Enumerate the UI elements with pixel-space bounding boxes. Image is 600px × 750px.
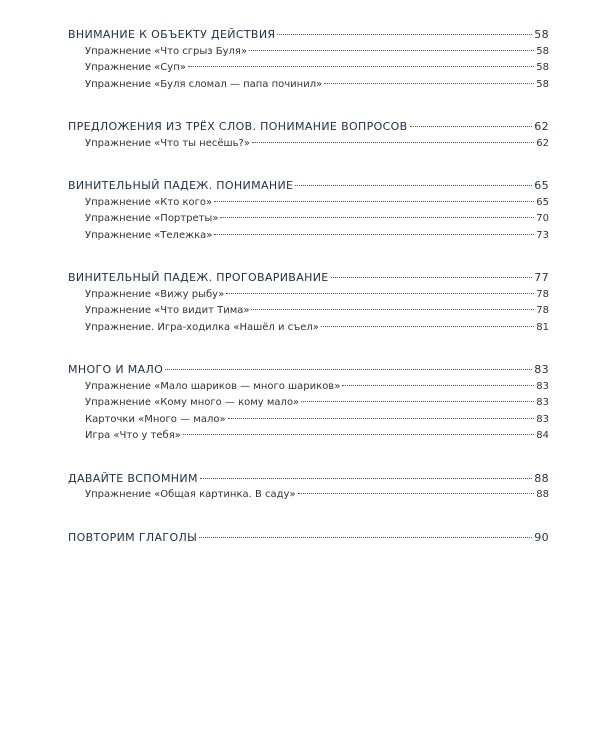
toc-item[interactable] xyxy=(68,287,549,304)
section-heading[interactable] xyxy=(68,27,549,44)
item-title: Упражнение «Суп» xyxy=(85,62,186,73)
section-heading[interactable] xyxy=(68,270,549,287)
page-number: 84 xyxy=(536,430,549,441)
item-title: Упражнение «Вижу рыбу» xyxy=(85,288,225,300)
table-of-contents xyxy=(68,27,549,572)
dot-leader xyxy=(228,418,535,419)
page-number: 78 xyxy=(536,288,549,300)
section-heading[interactable] xyxy=(68,119,549,136)
section-title: ПОВТОРИМ ГЛАГОЛЫ xyxy=(68,530,198,544)
toc-item[interactable] xyxy=(68,195,549,212)
dot-leader xyxy=(301,401,534,402)
toc-item[interactable] xyxy=(68,228,549,245)
dot-leader xyxy=(183,434,534,435)
section-title: ВНИМАНИЕ К ОБЪЕКТУ ДЕЙСТВИЯ xyxy=(68,28,276,41)
dot-leader xyxy=(220,217,534,218)
toc-item[interactable] xyxy=(68,395,549,412)
page-number: 88 xyxy=(536,489,549,500)
dot-leader xyxy=(188,66,534,67)
section-heading[interactable] xyxy=(68,178,549,195)
item-title: Упражнение «Буля сломал — папа починил» xyxy=(85,78,323,90)
item-title: Игра «Что у тебя» xyxy=(85,430,181,441)
page-number: 58 xyxy=(536,45,549,57)
page-number: 88 xyxy=(534,471,549,485)
section-heading[interactable] xyxy=(68,530,549,547)
toc-section xyxy=(68,119,549,152)
page-number: 81 xyxy=(536,321,549,333)
item-title: Упражнение «Мало шариков — много шариков» xyxy=(85,380,341,392)
toc-item[interactable] xyxy=(68,487,549,504)
toc-section xyxy=(68,178,549,244)
toc-section xyxy=(68,530,549,547)
toc-section xyxy=(68,471,549,504)
page-number: 78 xyxy=(536,305,549,316)
page-number: 83 xyxy=(536,380,549,392)
toc-item[interactable] xyxy=(68,60,549,77)
dot-leader xyxy=(331,277,533,278)
dot-leader xyxy=(295,185,532,186)
page-number: 58 xyxy=(536,78,549,90)
dot-leader xyxy=(249,50,534,51)
section-title: ВИНИТЕЛЬНЫЙ ПАДЕЖ. ПРОГОВАРИВАНИЕ xyxy=(68,271,329,284)
toc-section xyxy=(68,270,549,336)
toc-item[interactable] xyxy=(68,136,549,153)
page-number: 77 xyxy=(534,271,549,284)
dot-leader xyxy=(277,34,532,35)
section-title: ДАВАЙТЕ ВСПОМНИМ xyxy=(68,471,198,485)
toc-item[interactable] xyxy=(68,379,549,396)
section-title: МНОГО И МАЛО xyxy=(68,363,164,376)
toc-section xyxy=(68,362,549,445)
dot-leader xyxy=(165,369,532,370)
item-title: Упражнение «Тележка» xyxy=(85,229,213,241)
toc-item[interactable] xyxy=(68,412,549,429)
page-number: 65 xyxy=(534,179,549,192)
page-number: 65 xyxy=(536,196,549,208)
page-number: 58 xyxy=(534,28,549,41)
page-number: 90 xyxy=(534,530,549,544)
toc-item[interactable] xyxy=(68,320,549,337)
page-number: 62 xyxy=(536,137,549,149)
page-number: 73 xyxy=(536,229,549,241)
item-title: Упражнение «Кому много — кому мало» xyxy=(85,397,300,408)
item-title: Упражнение «Что ты несёшь?» xyxy=(85,137,250,149)
dot-leader xyxy=(410,126,533,127)
dot-leader xyxy=(226,293,534,294)
page-number: 83 xyxy=(534,363,549,376)
toc-item[interactable] xyxy=(68,428,549,445)
dot-leader xyxy=(214,234,534,235)
dot-leader xyxy=(214,201,534,202)
item-title: Упражнение. Игра-ходилка «Нашёл и съел» xyxy=(85,321,319,333)
dot-leader xyxy=(200,478,532,479)
toc-item[interactable] xyxy=(68,211,549,228)
item-title: Упражнение «Что видит Тима» xyxy=(85,305,250,316)
section-title: ВИНИТЕЛЬНЫЙ ПАДЕЖ. ПОНИМАНИЕ xyxy=(68,179,294,192)
dot-leader xyxy=(321,326,534,327)
item-title: Карточки «Много — мало» xyxy=(85,413,226,425)
item-title: Упражнение «Кто кого» xyxy=(85,196,213,208)
page-number: 70 xyxy=(536,213,549,224)
item-title: Упражнение «Портреты» xyxy=(85,213,219,224)
dot-leader xyxy=(252,142,534,143)
page-number: 62 xyxy=(534,120,549,133)
toc-item[interactable] xyxy=(68,44,549,61)
dot-leader xyxy=(342,385,534,386)
item-title: Упражнение «Что сгрыз Буля» xyxy=(85,45,248,57)
page-number: 83 xyxy=(536,397,549,408)
dot-leader xyxy=(298,493,535,494)
page-number: 83 xyxy=(536,413,549,425)
section-title: ПРЕДЛОЖЕНИЯ ИЗ ТРЁХ СЛОВ. ПОНИМАНИЕ ВОПРОСОВ xyxy=(68,120,408,133)
toc-item[interactable] xyxy=(68,303,549,320)
section-heading[interactable] xyxy=(68,362,549,379)
section-heading[interactable] xyxy=(68,471,549,488)
toc-item[interactable] xyxy=(68,77,549,94)
dot-leader xyxy=(199,537,532,538)
item-title: Упражнение «Общая картинка. В саду» xyxy=(85,489,296,500)
toc-section xyxy=(68,27,549,93)
dot-leader xyxy=(251,309,534,310)
page-number: 58 xyxy=(536,62,549,73)
dot-leader xyxy=(324,83,534,84)
